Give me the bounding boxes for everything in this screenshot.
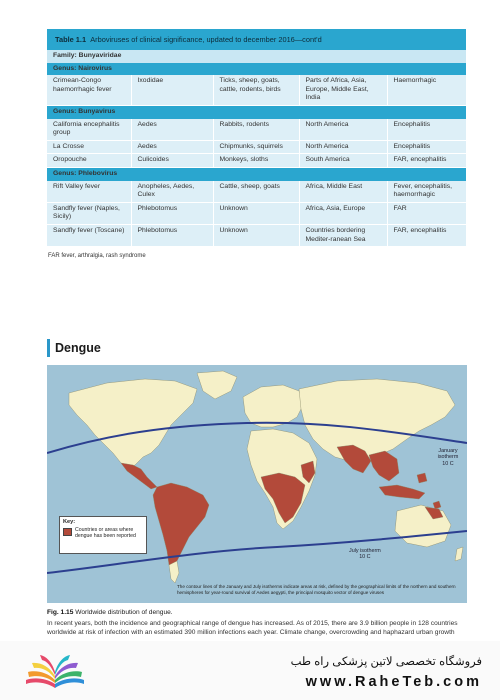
- table-row: [47, 224, 466, 246]
- table-cell: Encephalitis: [387, 140, 466, 154]
- shop-url-link[interactable]: www.RaheTeb.com: [305, 674, 482, 690]
- table-cell: Unknown: [213, 202, 299, 224]
- table-cell: Fever, encephalitis, haemorrhagic: [387, 181, 466, 203]
- land-north-america: [69, 379, 197, 469]
- table-row: [47, 181, 466, 203]
- map-key-title: Key:: [63, 519, 76, 525]
- table-cell: Rabbits, rodents: [213, 119, 299, 141]
- january-isotherm-text: January isotherm: [437, 448, 459, 461]
- table-cell: Countries bordering Mediter-ranean Sea: [299, 224, 387, 246]
- map-key: [59, 516, 147, 554]
- table-cell: Phlebotomus: [131, 224, 213, 246]
- july-isotherm-temp: 10 C: [359, 554, 371, 561]
- land-australia: [395, 505, 451, 547]
- table-cell: South America: [299, 154, 387, 168]
- table-cell: Unknown: [213, 224, 299, 246]
- genus-row: Genus: Phlebovirus: [47, 167, 466, 180]
- watermark-banner: [0, 641, 500, 700]
- figure-label: Fig. 1.15: [47, 609, 74, 616]
- table-row: [47, 75, 466, 105]
- table-cell: Monkeys, sloths: [213, 154, 299, 168]
- table-cell: Sandfly fever (Naples, Sicily): [47, 202, 131, 224]
- land-europe: [243, 385, 303, 427]
- genus-row: Genus: Bunyavirus: [47, 105, 466, 118]
- dengue-world-map: [47, 365, 467, 603]
- map-key-text: Countries or areas where dengue has been reported: [75, 527, 136, 540]
- july-isotherm-text: July isotherm: [349, 548, 381, 554]
- family-row: Family: Bunyaviridae: [47, 50, 466, 63]
- shop-name: فروشگاه تخصصی لاتین پزشکی راه طب: [290, 656, 482, 668]
- table-cell: FAR, encephalitis: [387, 224, 466, 246]
- table-cell: Oropouche: [47, 154, 131, 168]
- table-row: [47, 154, 466, 168]
- table-cell: North America: [299, 140, 387, 154]
- table-cell: Rift Valley fever: [47, 181, 131, 203]
- table-cell: FAR, encephalitis: [387, 154, 466, 168]
- table-footnote: FAR fever, arthralgia, rash syndrome: [48, 253, 146, 260]
- table-cell: California encephalitis group: [47, 119, 131, 141]
- table-cell: Encephalitis: [387, 119, 466, 141]
- arbovirus-table: [47, 29, 466, 259]
- risk-pacific-islands: [417, 473, 441, 509]
- table-row: [47, 119, 466, 141]
- table-cell: Chipmunks, squirrels: [213, 140, 299, 154]
- january-isotherm-label: [429, 448, 467, 467]
- world-map-graphic: [47, 365, 467, 603]
- land-greenland: [197, 371, 237, 399]
- body-paragraph: In recent years, both the incidence and geographical range of dengue has increased. As of 2015, there are 3.9 billion people in 128 countries worldwide at risk of infection with an estimated 390 million infections each year. Climate change, overcrowding and haphazard urban growth: [47, 620, 458, 636]
- risk-africa: [261, 473, 305, 523]
- table-cell: Culicoides: [131, 154, 213, 168]
- table-cell: Aedes: [131, 140, 213, 154]
- table-cell: Cattle, sheep, goats: [213, 181, 299, 203]
- risk-indonesia: [379, 485, 425, 499]
- table-row: [47, 202, 466, 224]
- table-cell: Phlebotomus: [131, 202, 213, 224]
- risk-swatch: [63, 528, 72, 536]
- table-row: [47, 140, 466, 154]
- land-south-america-south: [169, 561, 179, 583]
- table-caption-label: Table 1.1: [55, 35, 87, 44]
- table-cell: FAR: [387, 202, 466, 224]
- table-cell: Crimean-Congo haemorrhagic fever: [47, 75, 131, 105]
- table-cell: Africa, Middle East: [299, 181, 387, 203]
- risk-southeast-asia: [369, 451, 399, 481]
- section-heading: [47, 339, 101, 357]
- figure-caption-text: Worldwide distribution of dengue.: [75, 609, 173, 616]
- table-caption: [47, 29, 466, 50]
- land-new-zealand: [455, 547, 463, 561]
- risk-central-america: [121, 463, 157, 489]
- table-cell: Anopheles, Aedes, Culex: [131, 181, 213, 203]
- table-cell: Parts of Africa, Asia, Europe, Middle East, India: [299, 75, 387, 105]
- section-title: Dengue: [55, 341, 101, 355]
- map-note: The contour lines of the January and July isotherms indicate areas at risk, defined by the geographical limits of the northern and southern hemispheres for year-round survival of Aedes aegypti, the principal mosquito vector of dengue viruses: [177, 584, 456, 595]
- july-isotherm-label: [349, 548, 381, 561]
- genus-row: Genus: Nairovirus: [47, 63, 466, 76]
- table-cell: Africa, Asia, Europe: [299, 202, 387, 224]
- table-caption-text: Arboviruses of clinical significance, updated to december 2016—cont'd: [90, 35, 322, 44]
- map-key-item: [63, 527, 146, 539]
- figure-caption: [47, 609, 173, 616]
- open-book-logo-icon: [22, 650, 88, 690]
- table-cell: Ticks, sheep, goats, cattle, rodents, birds: [213, 75, 299, 105]
- table-cell: Aedes: [131, 119, 213, 141]
- table-cell: Sandfly fever (Toscane): [47, 224, 131, 246]
- january-isotherm-temp: 10 C: [442, 460, 454, 467]
- table-cell: Haemorrhagic: [387, 75, 466, 105]
- section-heading-bar: [47, 339, 50, 357]
- table-cell: La Crosse: [47, 140, 131, 154]
- table-cell: Ixodidae: [131, 75, 213, 105]
- table-cell: North America: [299, 119, 387, 141]
